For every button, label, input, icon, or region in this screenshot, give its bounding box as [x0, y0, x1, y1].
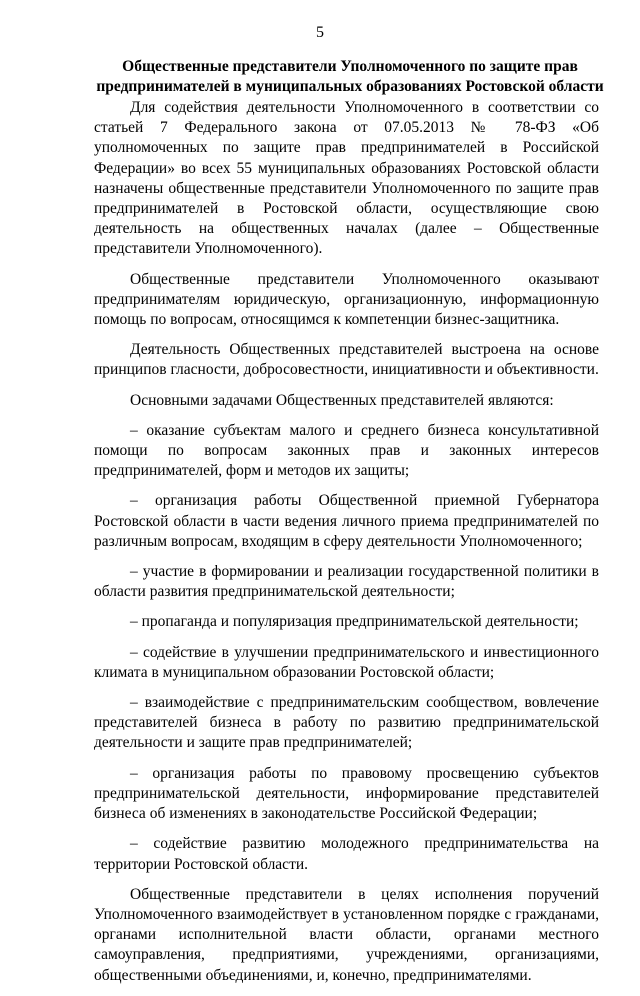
list-item-task: – содействие развитию молодежного предпринимательства на территории Ростовской области. — [94, 835, 599, 873]
section-title — [94, 57, 606, 97]
section-title-line-1: Общественные представители Уполномоченного по защите прав — [122, 58, 578, 75]
paragraph-intro: Для содействия деятельности Уполномоченного в соответствии со статьей 7 Федерального закона от 07.05.2013 № 78-ФЗ «Об уполномоченных по защите прав предпринимателей в Российской Федерации» во всех 55 муниципальных образованиях Ростовской области назначены общественные представители Уполномоченного по защите прав предпринимателей в Ростовской области, осуществляющие свою деятельность на общественных началах (далее – Общественные представители Уполномоченного). — [94, 99, 599, 258]
paragraph-interaction: Общественные представители в целях исполнения поручений Уполномоченного взаимодействует в установленном порядке с гражданами, органами исполнительной власти области, органами местного самоуправления, предприятиями, учреждениями, организациями, общественными объединениями, и, конечно, предпринимателями. — [94, 885, 599, 984]
list-item-task: – взаимодействие с предпринимательским сообществом, вовлечение представителей бизнеса в работу по развитию предпринимательской деятельности и защите прав предпринимателей; — [94, 694, 599, 752]
list-item-task: – содействие в улучшении предпринимательского и инвестиционного климата в муниципальном образовании Ростовской области; — [94, 643, 599, 681]
list-item-task: – пропаганда и популяризация предпринимательской деятельности; — [130, 613, 579, 631]
list-item-task: – организация работы по правовому просвещению субъектов предпринимательской деятельности, информирование представителей бизнеса об изменениях в законодательстве Российской Федерации; — [94, 764, 599, 823]
section-title-line-2: предпринимателей в муниципальных образованиях Ростовской области — [96, 78, 604, 95]
paragraph-assistance: Общественные представители Уполномоченного оказывают предпринимателям юридическую, организационную, информационную помощь по вопросам, относящимся к компетенции бизнес-защитника. — [94, 270, 599, 329]
list-item-task: – оказание субъектам малого и среднего бизнеса консультативной помощи по вопросам законных прав и законных интересов предпринимателей, форм и методов их защиты; — [94, 421, 599, 480]
paragraph-tasks-heading: Основными задачами Общественных представителей являются: — [130, 391, 554, 409]
page-number: 5 — [316, 24, 324, 41]
paragraph-principles: Деятельность Общественных представителей выстроена на основе принципов гласности, добросовестности, инициативности и объективности. — [94, 341, 599, 379]
body-text — [94, 98, 599, 996]
list-item-task: – организация работы Общественной приемной Губернатора Ростовской области в части ведения личного приема предпринимателей по различным вопросам, входящим в сферу деятельности Уполномоченного; — [94, 492, 599, 550]
list-item-task: – участие в формировании и реализации государственной политики в области развития предпринимательской деятельности; — [94, 563, 599, 601]
